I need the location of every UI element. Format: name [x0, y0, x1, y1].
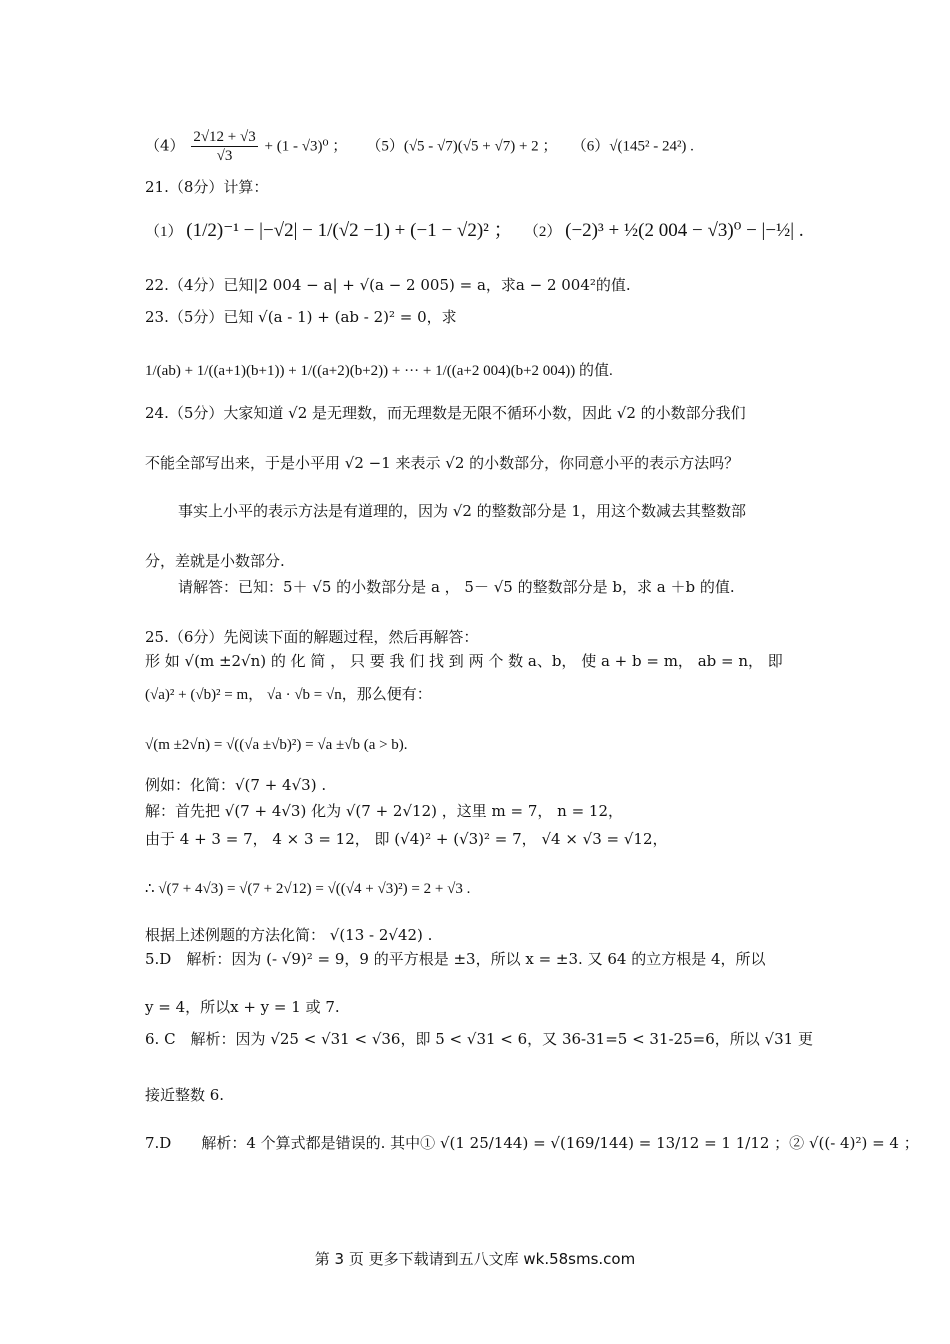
q24-line-5: 请解答：已知：5＋ √5 的小数部分是 a ， 5－ √5 的整数部分是 b，求 a ＋b 的值.: [178, 578, 735, 596]
q23-expression: 1/(ab) + 1/((a+1)(b+1)) + 1/((a+2)(b+2)) + ··· + 1/((a+2 004)(b+2 004)) 的值.: [145, 363, 613, 379]
q24-line-3: 事实上小平的表示方法是有道理的，因为 √2 的整数部分是 1，用这个数减去其整数部: [178, 502, 746, 520]
q21-title: 21.（8分）计算：: [145, 178, 269, 196]
q20-p4-fraction: [191, 128, 257, 165]
answer-5-line-1: 5.D 解析：因为 (- √9)² = 9，9 的平方根是 ±3，所以 x = ±3. 又 64 的立方根是 4，所以: [145, 950, 766, 968]
page-footer: 第 3 页 更多下载请到五八文库 wk.58sms.com: [314, 1250, 636, 1268]
q25-line-5: 例如：化简：√(7 + 4√3) .: [145, 776, 327, 794]
q25-line-2: 形 如 √(m ±2√n) 的 化 简 ， 只 要 我 们 找 到 两 个 数 a、b， 使 a + b = m， ab = n， 即: [145, 652, 783, 670]
q20-parts-line: [145, 128, 694, 165]
q22-line: 22.（4分）已知|2 004 − a| + √(a − 2 005) = a，求a − 2 004²的值.: [145, 276, 631, 294]
q20-p6: （6）√(145² - 24²) .: [571, 138, 694, 155]
q20-p4-denominator: √3: [216, 148, 233, 164]
q25-line-4: √(m ±2√n) = √((√a ±√b)²) = √a ±√b (a > b).: [145, 737, 408, 753]
q25-line-6: 解：首先把 √(7 + 4√3) 化为 √(7 + 2√12) ，这里 m = 7， n = 12，: [145, 802, 623, 820]
answer-5-line-2: y = 4，所以x + y = 1 或 7.: [145, 998, 340, 1016]
q24-line-4: 分，差就是小数部分.: [145, 552, 285, 570]
answer-7-line: 7.D 解析：4 个算式都是错误的. 其中① √(1 25/144) = √(169/144) = 13/12 = 1 1/12 ；② √((- 4)²) = 4 ；: [145, 1134, 919, 1152]
q25-line-1: 25.（6分）先阅读下面的解题过程，然后再解答：: [145, 628, 479, 646]
q20-p5: （5）(√5 - √7)(√5 + √7) + 2 ；: [366, 138, 558, 155]
q21-p2-label: （2）: [523, 224, 562, 240]
q25-line-8: ∴ √(7 + 4√3) = √(7 + 2√12) = √((√4 + √3)²) = 2 + √3 .: [145, 881, 471, 897]
q25-line-7: 由于 4 + 3 = 7， 4 × 3 = 12， 即 (√4)² + (√3)² = 7， √4 × √3 = √12，: [145, 830, 668, 848]
q21-parts-line: [145, 220, 804, 243]
q25-line-3: (√a)² + (√b)² = m， √a · √b = √n，那么便有：: [145, 687, 432, 703]
answer-6-line-2: 接近整数 6.: [145, 1086, 225, 1104]
answer-6-line-1: 6. C 解析：因为 √25 < √31 < √36，即 5 < √31 < 6，又 36-31=5 < 31-25=6，所以 √31 更: [145, 1030, 813, 1048]
q20-p4-rest: + (1 - √3)⁰ ；: [264, 138, 348, 155]
q21-p2-expr: (−2)³ + ½(2 004 − √3)⁰ − |−½| .: [565, 220, 804, 241]
q20-p4-numerator: 2√12 + √3: [193, 129, 256, 145]
q24-line-1: 24.（5分）大家知道 √2 是无理数，而无理数是无限不循环小数，因此 √2 的小数部分我们: [145, 404, 746, 422]
q25-line-9: 根据上述例题的方法化简： √(13 - 2√42) .: [145, 926, 433, 944]
q20-p4-label: （4）: [145, 136, 185, 155]
q23-title: 23.（5分）已知 √(a - 1) + (ab - 2)² = 0，求: [145, 308, 457, 326]
q21-p1-label: （1）: [145, 224, 183, 240]
q24-line-2: 不能全部写出来，于是小平用 √2 −1 来表示 √2 的小数部分，你同意小平的表示方法吗？: [145, 454, 740, 472]
q21-p1-expr: (1/2)⁻¹ − |−√2| − 1/(√2 −1) + (−1 − √2)² ；: [186, 220, 513, 241]
